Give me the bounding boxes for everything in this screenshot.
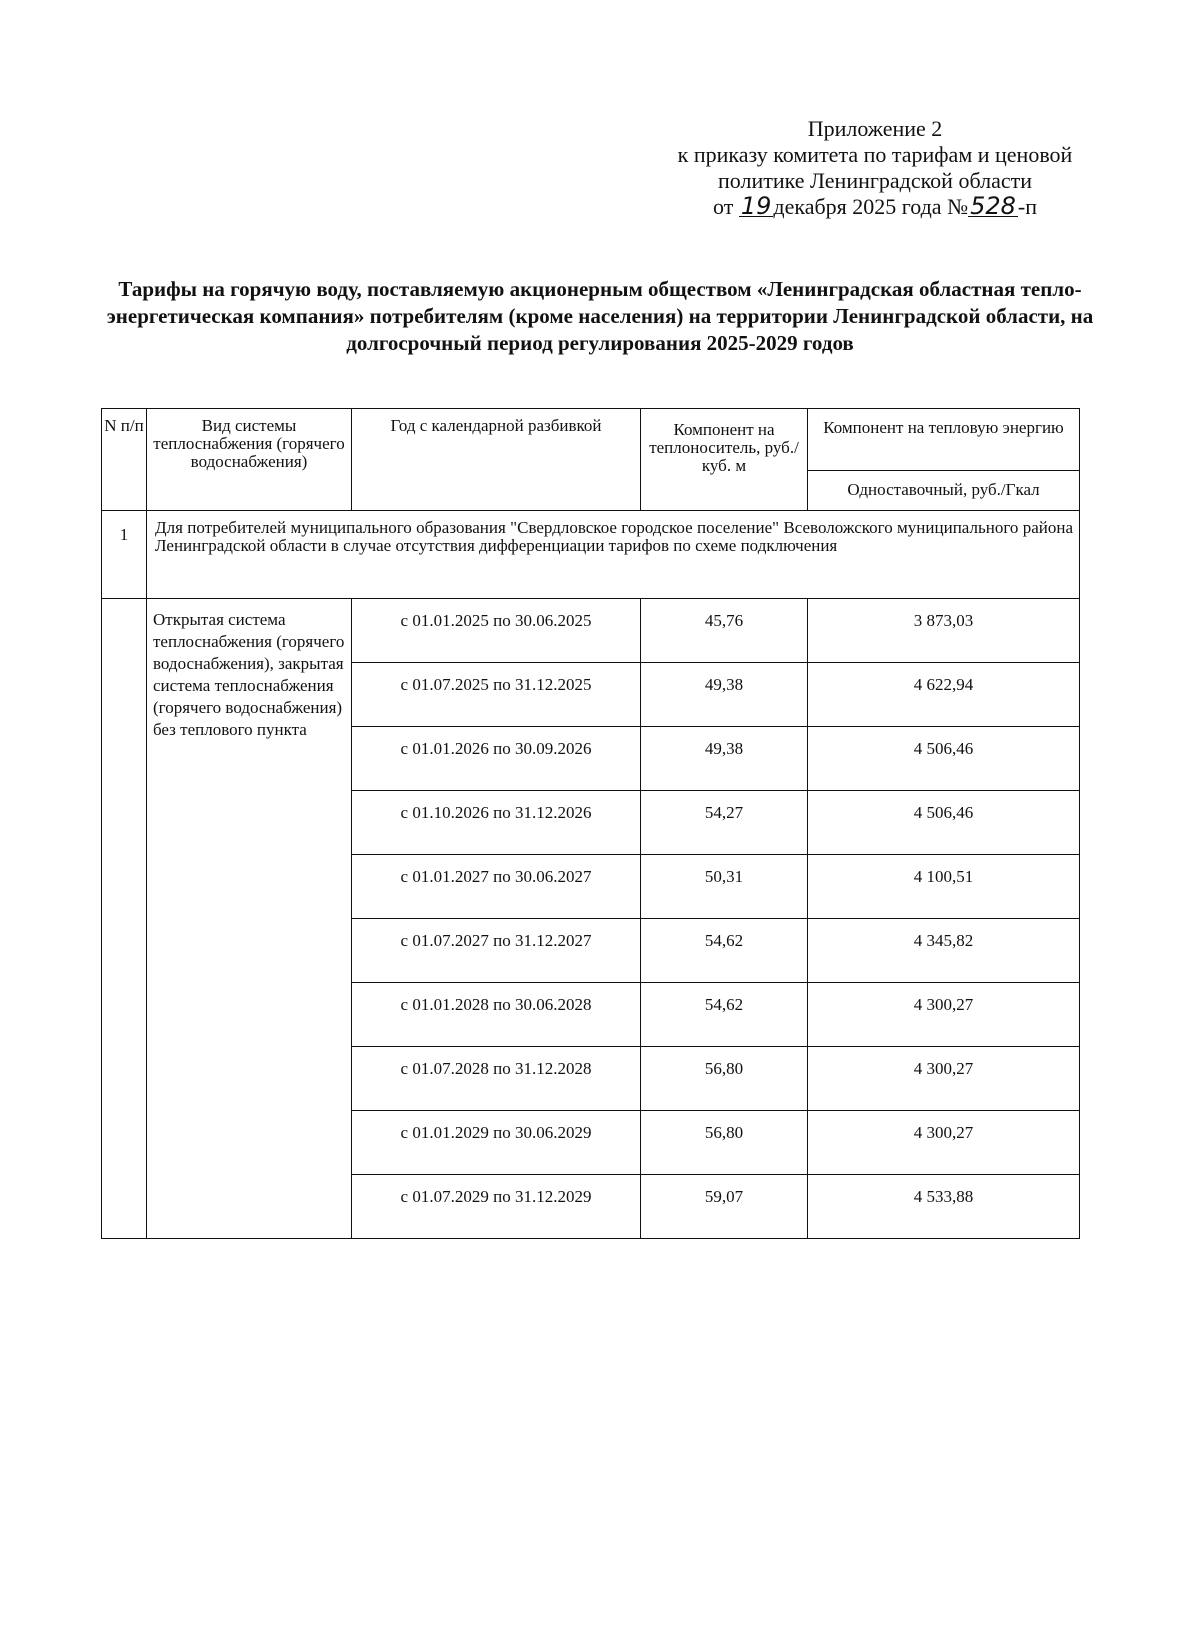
annex-date-middle: декабря 2025 года № bbox=[773, 194, 969, 219]
header-row bbox=[102, 409, 1080, 471]
system-type-cell: Открытая система теплоснабжения (горячего водоснабжения), закрытая система теплоснабжения (горячего водоснабжения) без теплового пункта bbox=[147, 599, 352, 1239]
handwritten-order-number: 528 bbox=[970, 192, 1016, 220]
carrier-cell: 54,27 bbox=[641, 791, 808, 855]
period-cell: с 01.07.2029 по 31.12.2029 bbox=[352, 1175, 641, 1239]
carrier-cell: 56,80 bbox=[641, 1111, 808, 1175]
carrier-cell: 49,38 bbox=[641, 727, 808, 791]
carrier-cell: 59,07 bbox=[641, 1175, 808, 1239]
table-row bbox=[102, 599, 1080, 663]
period-cell: с 01.01.2028 по 30.06.2028 bbox=[352, 983, 641, 1047]
handwritten-day: 19 bbox=[740, 192, 772, 220]
carrier-cell: 49,38 bbox=[641, 663, 808, 727]
energy-cell: 4 300,27 bbox=[808, 1111, 1080, 1175]
energy-cell: 3 873,03 bbox=[808, 599, 1080, 663]
period-cell: с 01.07.2028 по 31.12.2028 bbox=[352, 1047, 641, 1111]
energy-cell: 4 533,88 bbox=[808, 1175, 1080, 1239]
period-cell: с 01.01.2029 по 30.06.2029 bbox=[352, 1111, 641, 1175]
energy-cell: 4 622,94 bbox=[808, 663, 1080, 727]
period-cell: с 01.01.2026 по 30.09.2026 bbox=[352, 727, 641, 791]
section-row bbox=[102, 511, 1080, 599]
section-num: 1 bbox=[102, 511, 147, 599]
carrier-cell: 54,62 bbox=[641, 983, 808, 1047]
header-energy: Компонент на тепловую энергию bbox=[808, 409, 1080, 471]
energy-cell: 4 506,46 bbox=[808, 791, 1080, 855]
carrier-cell: 56,80 bbox=[641, 1047, 808, 1111]
period-cell: с 01.07.2027 по 31.12.2027 bbox=[352, 919, 641, 983]
energy-cell: 4 300,27 bbox=[808, 1047, 1080, 1111]
annex-committee-line: политике Ленинградской области bbox=[717, 168, 1032, 193]
energy-cell: 4 506,46 bbox=[808, 727, 1080, 791]
annex-date-suffix: -п bbox=[1017, 194, 1037, 219]
carrier-cell: 54,62 bbox=[641, 919, 808, 983]
energy-cell: 4 100,51 bbox=[808, 855, 1080, 919]
period-cell: с 01.07.2025 по 31.12.2025 bbox=[352, 663, 641, 727]
period-cell: с 01.01.2025 по 30.06.2025 bbox=[352, 599, 641, 663]
carrier-cell: 50,31 bbox=[641, 855, 808, 919]
annex-title: Приложение 2 bbox=[807, 116, 943, 141]
header-system: Вид системы теплоснабжения (горячего водоснабжения) bbox=[147, 409, 352, 511]
header-carrier: Компонент на теплоноситель, руб./куб. м bbox=[641, 409, 808, 511]
carrier-cell: 45,76 bbox=[641, 599, 808, 663]
header-period: Год с календарной разбивкой bbox=[352, 409, 641, 511]
empty-num-cell bbox=[102, 599, 147, 1239]
tariff-table bbox=[101, 408, 1080, 1239]
header-energy-sub: Одноставочный, руб./Гкал bbox=[808, 471, 1080, 511]
energy-cell: 4 345,82 bbox=[808, 919, 1080, 983]
header-num: N п/п bbox=[102, 409, 147, 511]
energy-cell: 4 300,27 bbox=[808, 983, 1080, 1047]
annex-order-line: к приказу комитета по тарифам и ценовой bbox=[677, 142, 1073, 167]
period-cell: с 01.01.2027 по 30.06.2027 bbox=[352, 855, 641, 919]
document-title: Тарифы на горячую воду, поставляемую акционерным обществом «Ленинградская областная тепло-энергетическая компания» потребителям (кроме населения) на территории Ленинградской области, на долгосрочный период регулирования 2025-2029 годов bbox=[106, 277, 1094, 355]
annex-date-line bbox=[640, 194, 1110, 220]
annex-header bbox=[640, 116, 1110, 220]
annex-date-prefix: от bbox=[713, 194, 734, 219]
period-cell: с 01.10.2026 по 31.12.2026 bbox=[352, 791, 641, 855]
section-description: Для потребителей муниципального образования "Свердловское городское поселение" Всеволожского муниципального района Ленинградской области в случае отсутствия дифференциации тарифов по схеме подключения bbox=[147, 511, 1080, 599]
